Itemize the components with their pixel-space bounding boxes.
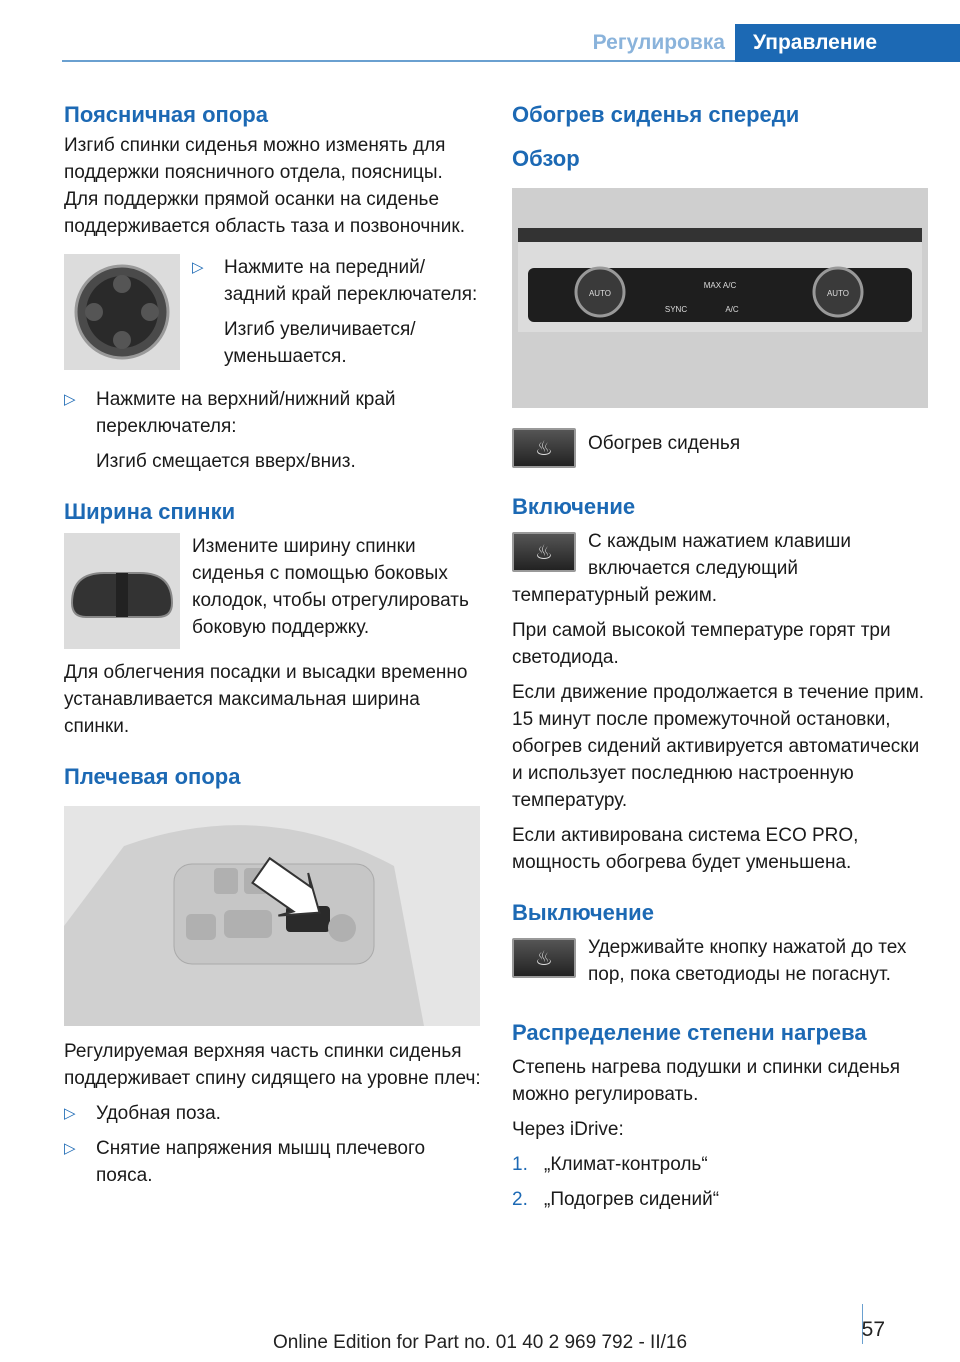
distribution-via: Через iDrive:: [512, 1119, 624, 1140]
panel-ac: A/C: [725, 305, 739, 314]
seat-controls-icon: [64, 806, 480, 1026]
climate-panel-icon: [512, 188, 928, 408]
triangle-bullet-icon: ▷: [64, 391, 76, 408]
lumbar-intro: Изгиб спинки сиденья можно изменять для поддержки поясничного отдела, поясницы. Для поддержки прямой осанки на сиденье поддерживается область таза и позвоночник.: [64, 135, 465, 237]
width-text: Измените ширину спинки сиденья с помощью боковых колодок, чтобы отрегулировать боковую поддержку.: [192, 536, 469, 638]
seat-controls-image: [64, 806, 480, 1026]
seat-heating-icon: ♨: [512, 532, 576, 572]
off-title: Выключение: [512, 900, 654, 925]
right-column: [512, 100, 930, 1221]
lumbar-b2-sub: Изгиб смещается вверх/вниз.: [96, 451, 356, 472]
seat-heating-caption: Обогрев сиденья: [588, 433, 741, 454]
triangle-bullet-icon: ▷: [192, 259, 204, 276]
on-text3: Если движение продолжается в течение прим. 15 минут после промежуточной остановки, обогрев сидений активируется автоматически и использует последнюю настроенную температуру.: [512, 682, 925, 811]
on-title: Включение: [512, 494, 636, 519]
panel-auto-right: AUTO: [826, 289, 850, 298]
on-text1: С каждым нажатием клавиши включается следующий температурный режим.: [512, 531, 851, 606]
footer-text: Online Edition for Part no. 01 40 2 969 792 - II/16: [272, 1332, 688, 1353]
seat-heating-icon: ♨: [512, 938, 576, 978]
page-number: 57: [861, 1318, 885, 1341]
shoulder-text: Регулируемая верхняя часть спинки сиденья поддерживает спину сидящего на уровне плеч:: [64, 1041, 481, 1089]
triangle-bullet-icon: ▷: [64, 1140, 76, 1157]
distribution-title: Распределение степени нагрева: [512, 1020, 867, 1045]
overview-title: Обзор: [512, 146, 580, 171]
distribution-text: Степень нагрева подушки и спинки сиденья можно регулировать.: [512, 1057, 901, 1105]
left-column: [64, 100, 482, 1197]
lumbar-b1-sub: Изгиб увеличивается/уменьшается.: [224, 319, 416, 367]
panel-sync: SYNC: [664, 305, 688, 314]
seat-heating-icon: ♨: [512, 428, 576, 468]
width-switch-icon: [64, 533, 180, 649]
climate-panel-image: [512, 188, 928, 408]
panel-auto-left: AUTO: [588, 289, 612, 298]
off-text: Удерживайте кнопку нажатой до тех пор, пока светодиоды не погаснут.: [588, 937, 907, 985]
shoulder-title: Плечевая опора: [64, 764, 241, 789]
tab-controls[interactable]: Управление: [735, 24, 960, 62]
seat-heating-title: Обогрев сиденья спереди: [512, 102, 800, 127]
panel-maxac: MAX A/C: [703, 281, 737, 290]
lumbar-switch-icon: [64, 254, 180, 370]
list-item: ▷ Снятие напряжения мышц плечевого пояса.: [64, 1135, 482, 1189]
width-switch-image: [64, 533, 180, 649]
triangle-bullet-icon: ▷: [64, 1105, 76, 1122]
on-text4: Если активирована система ECO PRO, мощность обогрева будет уменьшена.: [512, 825, 859, 873]
list-item: 2. „Подогрев сидений“: [512, 1189, 720, 1210]
on-text2: При самой высокой температуре горят три светодиода.: [512, 620, 891, 668]
list-item: ▷ Удобная поза.: [64, 1100, 482, 1127]
width-text2: Для облегчения посадки и высадки временно устанавливается максимальная ширина спинки.: [64, 662, 468, 737]
lumbar-switch-image: [64, 254, 180, 370]
lumbar-title: Поясничная опора: [64, 102, 268, 127]
width-title: Ширина спинки: [64, 499, 236, 524]
list-item: 1. „Климат-контроль“: [512, 1154, 708, 1175]
list-item: ▷ Нажмите на верхний/нижний край переключателя:: [64, 386, 482, 440]
list-item: ▷ Нажмите на передний/задний край переключателя:: [192, 254, 482, 308]
tab-adjustment[interactable]: Регулировка: [592, 31, 725, 54]
